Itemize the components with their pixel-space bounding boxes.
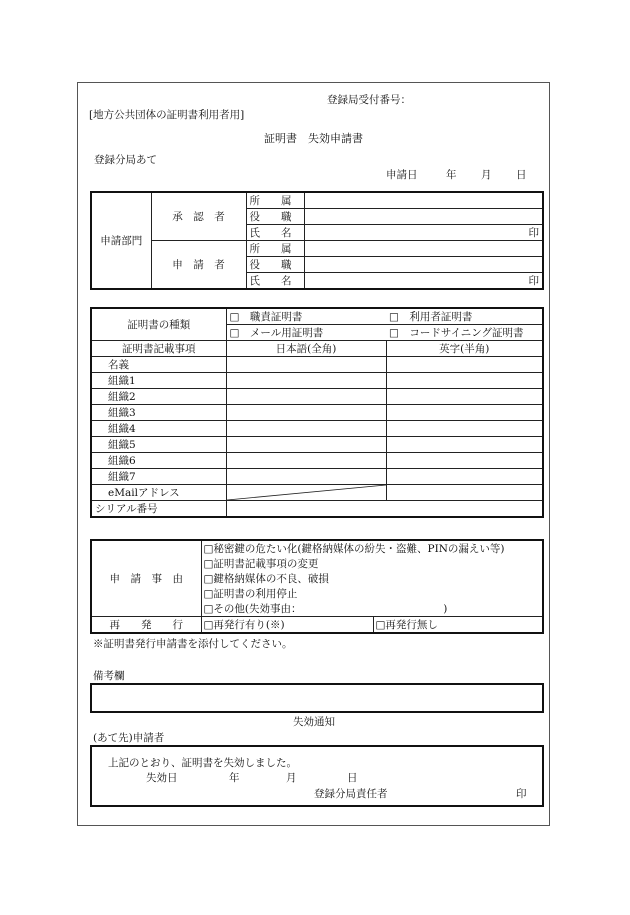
- japanese-field[interactable]: [226, 373, 386, 389]
- applicant-seal: 印: [528, 274, 539, 287]
- english-field[interactable]: [386, 453, 543, 469]
- attachment-note: ※証明書発行申請書を添付してください。: [93, 638, 293, 650]
- english-field[interactable]: [386, 485, 543, 501]
- officer-seal: 印: [516, 788, 527, 800]
- page-title: 証明書 失効申請書: [264, 132, 363, 145]
- col-japanese: 日本語(全角): [226, 341, 386, 357]
- officer-label: 登録分局責任者: [314, 788, 388, 800]
- reissue-yes-checkbox[interactable]: □再発行有り(※): [201, 617, 373, 634]
- reason-option-media-fault[interactable]: □鍵格納媒体の不良、破損: [201, 571, 543, 586]
- applicant-affiliation-field[interactable]: [304, 241, 543, 257]
- row-label: 組織5: [91, 437, 226, 453]
- addressee: 登録分局あて: [94, 154, 157, 166]
- row-label: 組織2: [91, 389, 226, 405]
- application-date-label: 申請日: [386, 169, 418, 181]
- notice-title: 失効通知: [293, 716, 335, 728]
- certificate-table: [90, 307, 544, 518]
- reason-label: 申 請 事 由: [91, 540, 201, 617]
- approver-seal: 印: [528, 226, 539, 239]
- applicant-label: 申 請 者: [151, 241, 246, 290]
- type-user-checkbox[interactable]: □ 利用者証明書: [386, 308, 543, 325]
- japanese-field[interactable]: [226, 453, 386, 469]
- english-field[interactable]: [386, 437, 543, 453]
- revocation-date-label: 失効日: [146, 772, 178, 784]
- col-english: 英字(半角): [386, 341, 543, 357]
- approver-affiliation-field[interactable]: [304, 192, 543, 209]
- notice-box: [90, 745, 544, 807]
- revocation-month: 月: [286, 772, 297, 784]
- reissue-no-checkbox[interactable]: □再発行無し: [373, 617, 543, 634]
- reason-option-stop-use[interactable]: □証明書の利用停止: [201, 586, 543, 601]
- application-date-month: 月: [481, 169, 492, 181]
- revocation-day: 日: [347, 772, 358, 784]
- approver-affiliation-label: 所 属: [246, 192, 304, 209]
- japanese-field[interactable]: [226, 437, 386, 453]
- english-field[interactable]: [386, 405, 543, 421]
- revocation-year: 年: [229, 772, 240, 784]
- japanese-field[interactable]: [226, 357, 386, 373]
- applicant-position-field[interactable]: [304, 257, 543, 273]
- row-label: 組織4: [91, 421, 226, 437]
- japanese-field[interactable]: [226, 405, 386, 421]
- row-label: 組織3: [91, 405, 226, 421]
- reason-option-compromise[interactable]: □秘密鍵の危たい化(鍵格納媒体の紛失・盗難、PINの漏えい等): [201, 540, 543, 556]
- approver-label: 承 認 者: [151, 192, 246, 241]
- approver-name-label: 氏 名: [246, 225, 304, 241]
- reception-number-label: 登録局受付番号：: [327, 94, 411, 106]
- usage-note: [地方公共団体の証明書利用者用]: [89, 109, 245, 121]
- serial-label: シリアル番号: [91, 501, 226, 518]
- certificate-type-label: 証明書の種類: [91, 308, 226, 341]
- remarks-field[interactable]: [90, 683, 544, 713]
- approver-position-label: 役 職: [246, 209, 304, 225]
- notice-addressee: (あて先)申請者: [93, 732, 165, 744]
- row-label: eMailアドレス: [91, 485, 226, 501]
- english-field[interactable]: [386, 421, 543, 437]
- applicant-affiliation-label: 所 属: [246, 241, 304, 257]
- email-japanese-crossed: [226, 485, 386, 501]
- type-codesign-checkbox[interactable]: □ コードサイニング証明書: [386, 325, 543, 341]
- english-field[interactable]: [386, 373, 543, 389]
- notice-message: 上記のとおり、証明書を失効しました。: [108, 757, 297, 769]
- items-label: 証明書記載事項: [91, 341, 226, 357]
- japanese-field[interactable]: [226, 421, 386, 437]
- japanese-field[interactable]: [226, 469, 386, 485]
- english-field[interactable]: [386, 357, 543, 373]
- row-label: 組織1: [91, 373, 226, 389]
- application-date-day: 日: [516, 169, 527, 181]
- japanese-field[interactable]: [226, 389, 386, 405]
- row-label: 組織7: [91, 469, 226, 485]
- remarks-label: 備考欄: [93, 670, 125, 682]
- type-mail-checkbox[interactable]: □ メール用証明書: [226, 325, 386, 341]
- applicant-name-field[interactable]: [304, 273, 543, 290]
- department-table: [90, 191, 544, 290]
- english-field[interactable]: [386, 469, 543, 485]
- application-date-year: 年: [446, 169, 457, 181]
- row-label: 名義: [91, 357, 226, 373]
- reissue-label: 再 発 行: [91, 617, 201, 634]
- reason-option-other[interactable]: □その他(失効事由： ): [201, 601, 543, 617]
- reason-option-change[interactable]: □証明書記載事項の変更: [201, 556, 543, 571]
- reason-table: [90, 539, 544, 634]
- approver-position-field[interactable]: [304, 209, 543, 225]
- english-field[interactable]: [386, 389, 543, 405]
- applicant-position-label: 役 職: [246, 257, 304, 273]
- type-duty-checkbox[interactable]: □ 職責証明書: [226, 308, 386, 325]
- approver-name-field[interactable]: [304, 225, 543, 241]
- applicant-name-label: 氏 名: [246, 273, 304, 290]
- diagonal-strike: [227, 485, 386, 500]
- row-label: 組織6: [91, 453, 226, 469]
- department-label: 申請部門: [91, 192, 151, 289]
- serial-field[interactable]: [226, 501, 543, 518]
